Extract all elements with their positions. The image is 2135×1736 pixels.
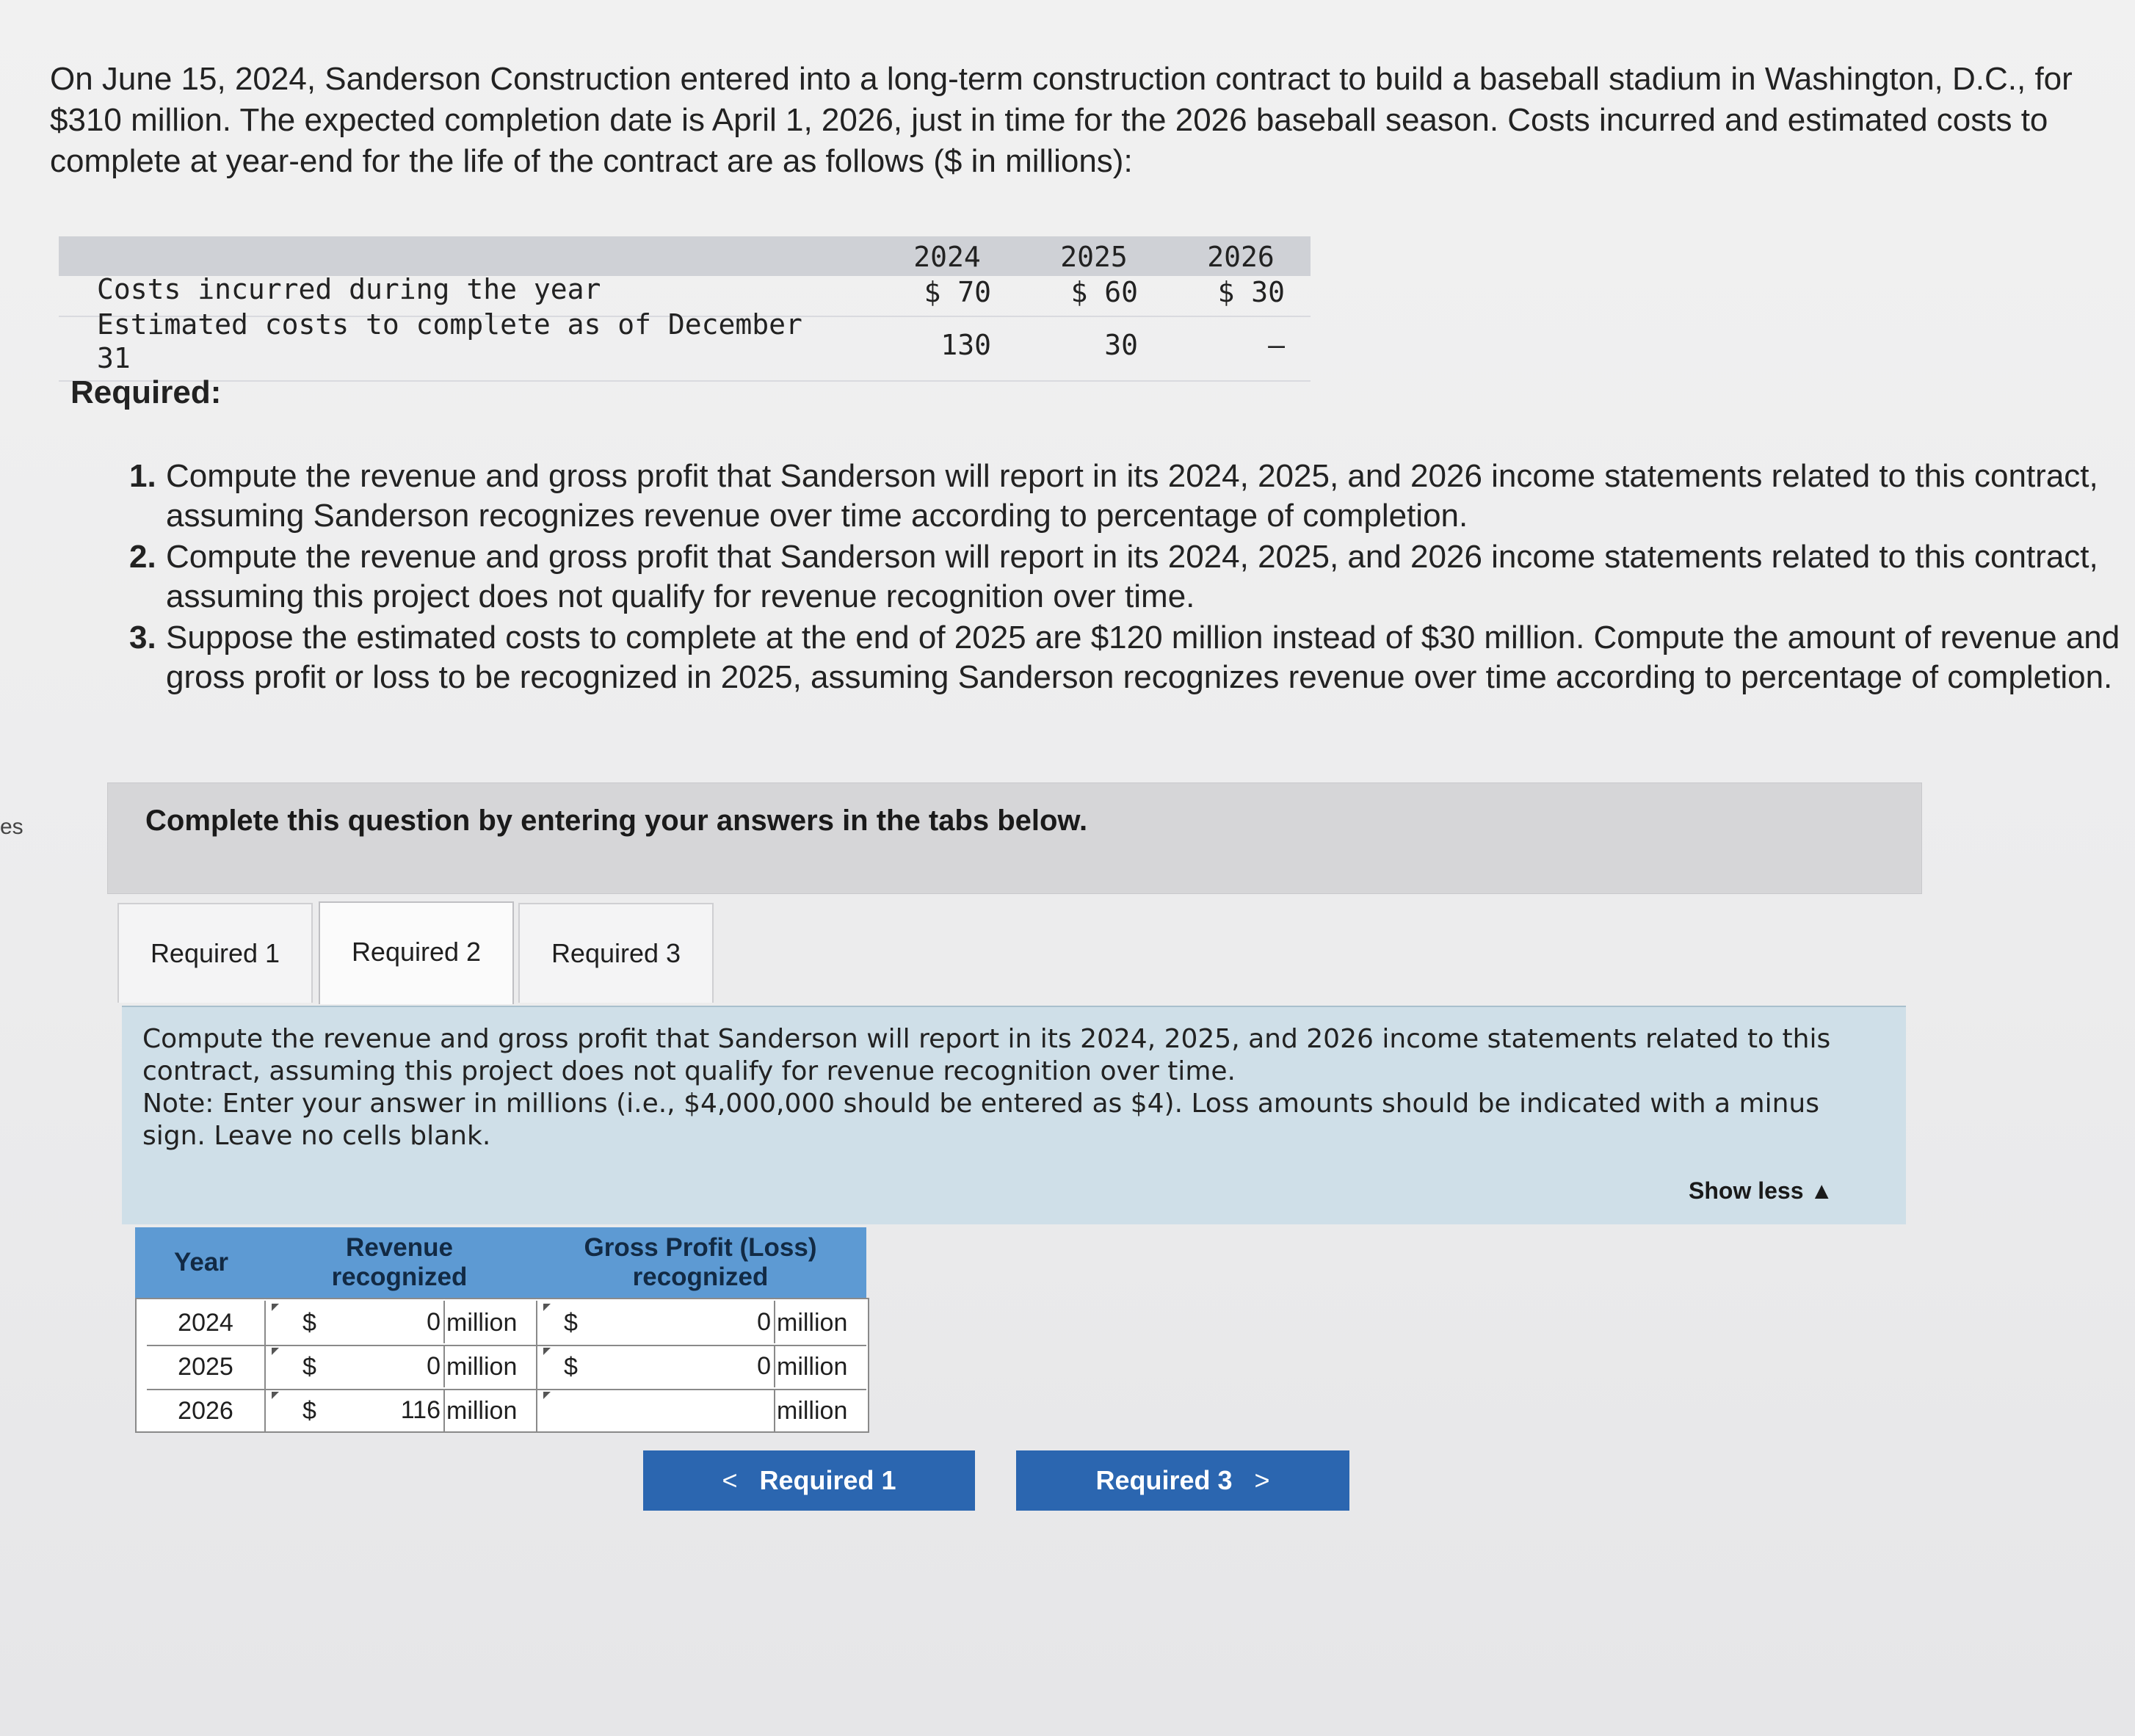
requirement-item <box>125 618 2122 697</box>
currency-symbol: $ <box>564 1353 578 1381</box>
panel-instructions <box>142 1023 1860 1152</box>
chevron-left-icon: < <box>722 1465 738 1495</box>
answer-table-header <box>135 1227 866 1298</box>
unit-label: million <box>446 1353 518 1381</box>
estimate-value: 130 <box>940 329 991 361</box>
cell-marker <box>272 1392 279 1399</box>
tab-required-3[interactable]: Required 3 <box>518 903 714 1003</box>
column-divider <box>536 1345 537 1389</box>
header-revenue: Revenue <box>346 1233 453 1262</box>
requirement-text: Compute the revenue and gross profit that Sanderson will report in its 2024, 2025, and 2026 income statements related to this contract, assuming Sanderson recognizes revenue over time according to percentage of completion. <box>166 458 2098 534</box>
instructions-banner <box>107 782 1922 894</box>
row-divider <box>59 380 1311 382</box>
requirement-number: 2. <box>129 539 156 575</box>
year-header: 2025 <box>1060 241 1128 273</box>
cost-value: $ 30 <box>1217 276 1285 308</box>
year-header: 2024 <box>913 241 981 273</box>
tab-required-1[interactable]: Required 1 <box>117 903 313 1003</box>
revenue-input-2024[interactable]: 0 <box>330 1301 445 1343</box>
prev-required-1-button[interactable] <box>643 1450 975 1511</box>
unit-label: million <box>446 1309 518 1337</box>
instructions-banner-text: Complete this question by entering your answers in the tabs below. <box>145 805 1088 837</box>
row-year: 2024 <box>147 1301 266 1345</box>
cell-marker <box>543 1348 551 1355</box>
gross-profit-input-2025[interactable]: 0 <box>595 1345 775 1387</box>
header-gross-profit-sub: recognized <box>632 1263 769 1291</box>
revenue-input-2025[interactable]: 0 <box>330 1345 445 1387</box>
estimate-value: 30 <box>1104 329 1138 361</box>
answer-table <box>135 1227 869 1430</box>
row-year: 2026 <box>147 1389 266 1433</box>
currency-symbol: $ <box>302 1309 316 1337</box>
gross-profit-input-2026[interactable] <box>540 1389 775 1431</box>
cost-row-label: Costs incurred during the year <box>97 273 601 305</box>
header-revenue-sub: recognized <box>331 1263 468 1291</box>
currency-symbol: $ <box>564 1309 578 1337</box>
next-button-label: Required 3 <box>1095 1465 1233 1495</box>
estimate-row-label-cont: 31 <box>97 342 131 374</box>
cell-marker <box>543 1304 551 1311</box>
panel-note-text: Note: Enter your answer in millions (i.e., $4,000,000 should be entered as $4). Loss amounts should be indicated with a minus sign. Leave no cells blank. <box>142 1089 1819 1151</box>
estimate-row-label: Estimated costs to complete as of December <box>97 308 802 341</box>
requirement-item <box>125 537 2122 617</box>
chevron-right-icon: > <box>1254 1465 1270 1495</box>
cost-value: $ 60 <box>1070 276 1138 308</box>
next-required-3-button[interactable] <box>1016 1450 1349 1511</box>
show-less-toggle[interactable]: Show less ▲ <box>1689 1177 1834 1204</box>
side-fragment-text: es <box>0 815 23 839</box>
table-row <box>147 1345 866 1390</box>
prev-button-label: Required 1 <box>759 1465 896 1495</box>
column-divider <box>536 1389 537 1433</box>
requirement-item <box>125 457 2122 536</box>
year-header: 2026 <box>1207 241 1275 273</box>
currency-symbol: $ <box>302 1353 316 1381</box>
requirement-number: 1. <box>129 458 156 494</box>
required-heading: Required: <box>70 374 222 410</box>
table-row <box>147 1389 866 1433</box>
requirement-number: 3. <box>129 620 156 655</box>
tab-required-2[interactable]: Required 2 <box>319 901 514 1004</box>
header-year: Year <box>174 1248 228 1276</box>
cell-marker <box>272 1348 279 1355</box>
table-row <box>147 1301 866 1346</box>
unit-label: million <box>446 1397 518 1425</box>
cell-marker <box>272 1304 279 1311</box>
requirements-list <box>125 457 2122 699</box>
row-year: 2025 <box>147 1345 266 1389</box>
requirement-text: Suppose the estimated costs to complete at the end of 2025 are $120 million instead of $30 million. Compute the amount of revenue and gross profit or loss to be recognized in 2025, assuming Sanderson recognizes revenue over time according to percentage of completion. <box>166 620 2120 695</box>
unit-label: million <box>777 1397 848 1425</box>
unit-label: million <box>777 1353 848 1381</box>
unit-label: million <box>777 1309 848 1337</box>
revenue-input-2026[interactable]: 116 <box>330 1389 445 1431</box>
cost-value: $ 70 <box>924 276 991 308</box>
estimate-value: – <box>1268 329 1285 361</box>
gross-profit-input-2024[interactable]: 0 <box>595 1301 775 1343</box>
currency-symbol: $ <box>302 1397 316 1425</box>
problem-intro: On June 15, 2024, Sanderson Construction entered into a long-term construction contract to build a baseball stadium in Washington, D.C., for $310 million. The expected completion date is April 1, 2026, just in time for the 2026 baseball season. Costs incurred and estimated costs to complete at year-end for the life of the contract are as follows ($ in millions): <box>50 61 2073 179</box>
column-divider <box>536 1301 537 1345</box>
requirement-text: Compute the revenue and gross profit that Sanderson will report in its 2024, 2025, and 2026 income statements related to this contract, assuming this project does not qualify for revenue recognition over time. <box>166 539 2098 614</box>
panel-instruction-text: Compute the revenue and gross profit that Sanderson will report in its 2024, 2025, and 2026 income statements related to this contract, assuming this project does not qualify for revenue recognition over time. <box>142 1024 1831 1086</box>
header-gross-profit: Gross Profit (Loss) <box>584 1233 817 1262</box>
